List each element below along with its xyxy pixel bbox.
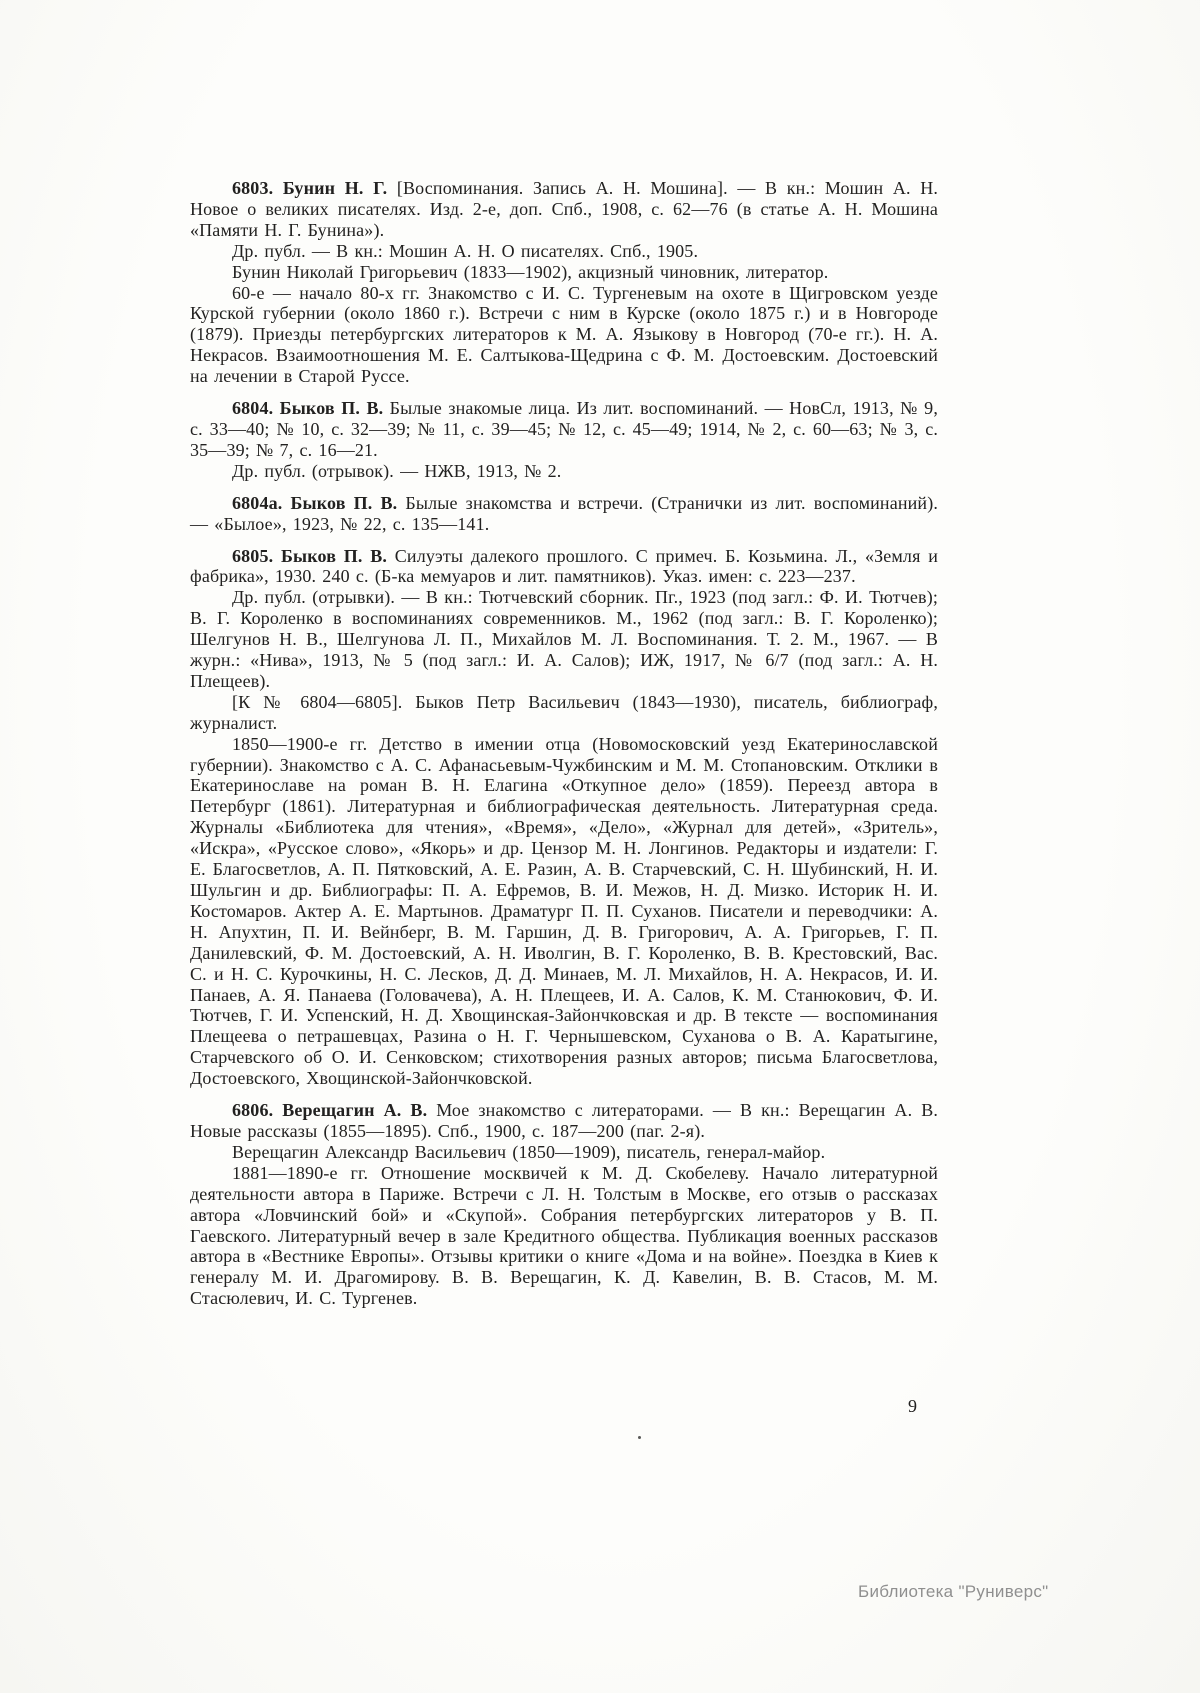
entry-6806 xyxy=(190,1100,938,1309)
paragraph: 6806. Верещагин А. В. Мое знакомство с литераторами. — В кн.: Верещагин А. В. Новые рассказы (1855—1895). Спб., 1900, с. 187—200 (паг. 2-я). xyxy=(190,1100,938,1141)
bibliography-entries xyxy=(190,178,938,1309)
paragraph: 6803. Бунин Н. Г. [Воспоминания. Запись А. Н. Мошина]. — В кн.: Мошин А. Н. Новое о великих писателях. Изд. 2-е, доп. Спб., 1908, с. 62—76 (в статье А. Н. Мошина «Памяти Н. Г. Бунина»). xyxy=(190,178,938,240)
paragraph: Др. публ. — В кн.: Мошин А. Н. О писателях. Спб., 1905. xyxy=(232,240,699,261)
paragraph: 6804. Быков П. В. Былые знакомые лица. Из лит. воспоминаний. — НовСл, 1913, № 9, с. 33—40; № 10, с. 32—39; № 11, с. 39—45; № 12, с. 45—49; 1914, № 2, с. 60—63; № 3, с. 35—39; № 7, с. 16—21. xyxy=(190,398,938,460)
entry-heading: 6804а. Быков П. В. xyxy=(232,492,406,513)
paragraph: Бунин Николай Григорьевич (1833—1902), акцизный чиновник, литератор. xyxy=(232,261,829,282)
entry-heading: 6806. Верещагин А. В. xyxy=(232,1100,437,1121)
paragraph: Верещагин Александр Васильевич (1850—1909), писатель, генерал-майор. xyxy=(232,1141,826,1162)
entry-6804 xyxy=(190,398,938,482)
library-watermark: Библиотека "Руниверс" xyxy=(858,1582,1049,1601)
page-number: 9 xyxy=(908,1396,917,1416)
paragraph: 1881—1890-е гг. Отношение москвичей к М. Д. Скобелеву. Начало литературной деятельности автора в Париже. Встречи с Л. Н. Толстым в Москве, его отзыв о рассказах автора «Ловчинский бой» и «Скупой». Собрания петербургских литераторов у В. П. Гаевского. Литературный вечер в зале Кредитного общества. Публикация военных рассказов автора в «Вестнике Европы». Отзывы критики о книге «Дома и на войне». Поездка в Киев к генералу М. И. Драгомирову. В. В. Верещагин, К. Д. Кавелин, В. В. Стасов, М. М. Стасюлевич, И. С. Тургенев. xyxy=(190,1162,938,1309)
entry-6805 xyxy=(190,546,938,1090)
paragraph: 6804а. Быков П. В. Былые знакомства и встречи. (Странички из лит. воспоминаний). — «Былое», 1923, № 22, с. 135—141. xyxy=(190,492,938,534)
paragraph: Др. публ. (отрывки). — В кн.: Тютчевский сборник. Пг., 1923 (под загл.: Ф. И. Тютчев); В. Г. Короленко в воспоминаниях современников. М., 1962 (под загл.: В. Г. Короленко); Шелгунов Н. В., Шелгунова Л. П., Михайлов М. Л. Воспоминания. Т. 2. М., 1967. — В журн.: «Нива», 1913, № 5 (под загл.: И. А. Салов); ИЖ, 1917, № 6/7 (под загл.: А. Н. Плещеев). xyxy=(190,587,938,691)
entry-heading: 6805. Быков П. В. xyxy=(232,545,395,566)
paragraph: [К № 6804—6805]. Быков Петр Васильевич (1843—1930), писатель, библиограф, журналист. xyxy=(190,691,938,733)
paragraph: 1850—1900-е гг. Детство в имении отца (Новомосковский уезд Екатеринославской губернии). Знакомство с А. С. Афанасьевым-Чужбинским и М. М. Стопановским. Отклики в Екатеринославе на роман В. Н. Елагина «Откупное дело» (1859). Переезд автора в Петербург (1861). Литературная и библиографическая деятельность. Литературная среда. Журналы «Библиотека для чтения», «Время», «Дело», «Журнал для детей», «Зритель», «Искра», «Русское слово», «Якорь» и др. Цензор М. Н. Лонгинов. Редакторы и издатели: Г. Е. Благосветлов, А. П. Пятковский, А. Е. Разин, А. В. Старчевский, С. Н. Шубинский, Н. И. Шульгин и др. Библиографы: П. А. Ефремов, В. И. Межов, Н. Д. Мизко. Историк Н. И. Костомаров. Актер А. Е. Мартынов. Драматург П. П. Суханов. Писатели и переводчики: А. Н. Апухтин, П. И. Вейнберг, В. М. Гаршин, Д. В. Григорович, А. А. Григорьев, Г. П. Данилевский, Ф. М. Достоевский, А. Н. Иволгин, В. Г. Короленко, В. В. Крестовский, Вас. С. и Н. С. Курочкины, Н. С. Лесков, Д. Д. Минаев, М. Л. Михайлов, Н. А. Некрасов, И. И. Панаев, А. Я. Панаева (Головачева), А. Н. Плещеев, И. А. Салов, К. М. Станюкович, Ф. И. Тютчев, Г. И. Успенский, Н. Д. Хвощинская-Зайончковская и др. В тексте — воспоминания Плещеева о петрашевцах, Разина о Н. Г. Чернышевском, Суханова о В. А. Каратыгине, Старчевского об О. И. Сенковском; стихотворения разных авторов; письма Благосветлова, Достоевского, Хвощинской-Зайончковской. xyxy=(190,733,938,1089)
paragraph: 6805. Быков П. В. Силуэты далекого прошлого. С примеч. Б. Козьмина. Л., «Земля и фабрика», 1930. 240 с. (Б-ка мемуаров и лит. памятников). Указ. имен: с. 223—237. xyxy=(190,545,938,587)
entry-6804a xyxy=(190,493,938,535)
entry-heading: 6804. Быков П. В. xyxy=(232,398,390,419)
entry-6803 xyxy=(190,178,938,387)
entry-heading: 6803. Бунин Н. Г. xyxy=(232,178,397,198)
paragraph: 60-е — начало 80-х гг. Знакомство с И. С. Тургеневым на охоте в Щигровском уезде Курской губернии (около 1860 г.). Встречи с ним в Курске (около 1875 г.) и в Новгороде (1879). Приезды петербургских литераторов к М. А. Языкову в Новгород (70-е гг.). Н. А. Некрасов. Взаимоотношения М. Е. Салтыкова-Щедрина с Ф. М. Достоевским. Достоевский на лечении в Старой Руссе. xyxy=(190,282,938,387)
paragraph: Др. публ. (отрывок). — НЖВ, 1913, № 2. xyxy=(232,460,562,481)
scan-artifact-dot xyxy=(638,1436,641,1439)
